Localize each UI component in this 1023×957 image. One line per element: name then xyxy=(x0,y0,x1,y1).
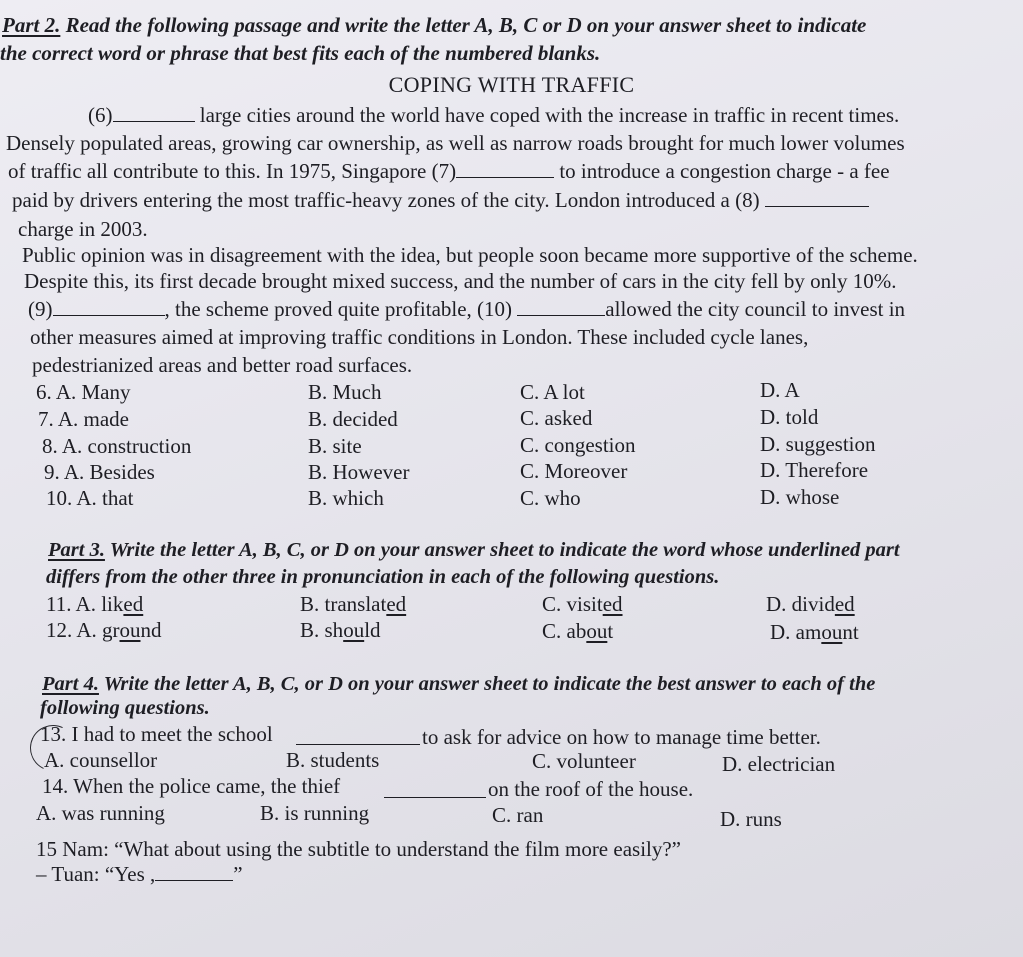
passage-line-8: (9) , the scheme proved quite profitable, (10) allowed the city council to invest in xyxy=(28,297,906,321)
q8-option-d: D. suggestion xyxy=(760,432,876,456)
q7-option-b: B. decided xyxy=(308,407,398,431)
passage-line-10: pedestrianized areas and better road surfaces. xyxy=(32,353,413,377)
q7-option-c: C. asked xyxy=(520,406,593,430)
q14-option-d: D. runs xyxy=(720,807,782,831)
q9-option-b: B. However xyxy=(308,460,410,484)
q14-stem: 14. When the police came, the thief xyxy=(42,774,341,798)
q10-option-a: 10. A. that xyxy=(46,486,134,510)
q8-option-b: B. site xyxy=(308,434,362,458)
q9-option-d: D. Therefore xyxy=(760,458,869,482)
q13-option-a: A. counsellor xyxy=(44,748,158,772)
passage-line-4: paid by drivers entering the most traffic-heavy zones of the city. London introduced a (8) xyxy=(12,187,869,213)
passage-line-1: (6) large cities around the world have coped with the increase in traffic in recent times. xyxy=(88,103,900,127)
q12-option-d: D. amount xyxy=(770,620,859,644)
part4-instruction-line2: following questions. xyxy=(40,697,210,719)
q10-option-c: C. who xyxy=(520,486,581,510)
part3-instruction-line1: Part 3. Write the letter A, B, C, or D on your answer sheet to indicate the word whose underlined part xyxy=(48,539,900,561)
q9-option-c: C. Moreover xyxy=(520,459,628,483)
q12-option-c: C. about xyxy=(542,619,614,643)
q6-option-a: 6. A. Many xyxy=(36,380,131,404)
part2-label: Part 2. xyxy=(2,13,61,37)
part4-instruction-line1: Part 4. Write the letter A, B, C, or D on your answer sheet to indicate the best answer to each of the xyxy=(42,673,876,695)
q9-option-a: 9. A. Besides xyxy=(44,460,155,484)
q10-option-d: D. whose xyxy=(760,485,840,509)
q13-option-b: B. students xyxy=(286,748,380,772)
q14-blank xyxy=(384,773,486,798)
passage-line-9: other measures aimed at improving traffic conditions in London. These included cycle lanes, xyxy=(30,325,809,349)
q6-option-b: B. Much xyxy=(308,380,382,404)
q7-option-a: 7. A. made xyxy=(38,407,129,431)
q7-option-d: D. told xyxy=(760,405,819,429)
q13-blank xyxy=(296,721,420,745)
q14-stem-end: on the roof of the house. xyxy=(488,777,694,801)
q13-stem: 13. I had to meet the school xyxy=(40,722,273,746)
q15-line2: – Tuan: “Yes , ” xyxy=(36,862,243,886)
q14-option-b: B. is running xyxy=(260,801,370,825)
part3-label: Part 3. xyxy=(48,539,105,561)
q6-option-c: C. A lot xyxy=(520,380,585,404)
q8-option-c: C. congestion xyxy=(520,433,636,457)
passage-line-3: of traffic all contribute to this. In 1975, Singapore (7) to introduce a congestion charge - a fee xyxy=(8,159,890,183)
q15-line1: 15 Nam: “What about using the subtitle to understand the film more easily?” xyxy=(36,837,682,861)
q13-option-d: D. electrician xyxy=(722,752,836,776)
part3-instruction-line2: differs from the other three in pronunciation in each of the following questions. xyxy=(46,566,720,588)
q11-option-c: C. visited xyxy=(542,592,623,616)
part2-instruction-line1: Part 2. Read the following passage and write the letter A, B, C or D on your answer sheet to indicate xyxy=(2,13,867,37)
q11-option-a: 11. A. liked xyxy=(46,592,144,616)
part4-label: Part 4. xyxy=(42,673,99,695)
q11-option-d: D. divided xyxy=(766,592,855,616)
q10-option-b: B. which xyxy=(308,486,384,510)
q6-option-d: D. A xyxy=(760,378,800,402)
passage-line-2: Densely populated areas, growing car ownership, as well as narrow roads brought for much lower volumes xyxy=(6,131,905,155)
passage-line-6: Public opinion was in disagreement with the idea, but people soon became more supportive of the scheme. xyxy=(22,243,918,267)
q14-option-a: A. was running xyxy=(36,801,165,825)
q11-option-b: B. translated xyxy=(300,592,407,616)
passage-line-7: Despite this, its first decade brought mixed success, and the number of cars in the city fell by only 10%. xyxy=(24,269,897,293)
q14-option-c: C. ran xyxy=(492,803,544,827)
q8-option-a: 8. A. construction xyxy=(42,434,192,458)
passage-line-5: charge in 2003. xyxy=(18,217,148,241)
part2-instruction-line2: the correct word or phrase that best fits each of the numbered blanks. xyxy=(0,41,601,65)
q13-option-c: C. volunteer xyxy=(532,749,636,773)
passage-title: COPING WITH TRAFFIC xyxy=(388,72,635,97)
q12-option-a: 12. A. ground xyxy=(46,618,162,642)
q13-stem-end: to ask for advice on how to manage time better. xyxy=(422,725,821,749)
q12-option-b: B. should xyxy=(300,618,381,642)
